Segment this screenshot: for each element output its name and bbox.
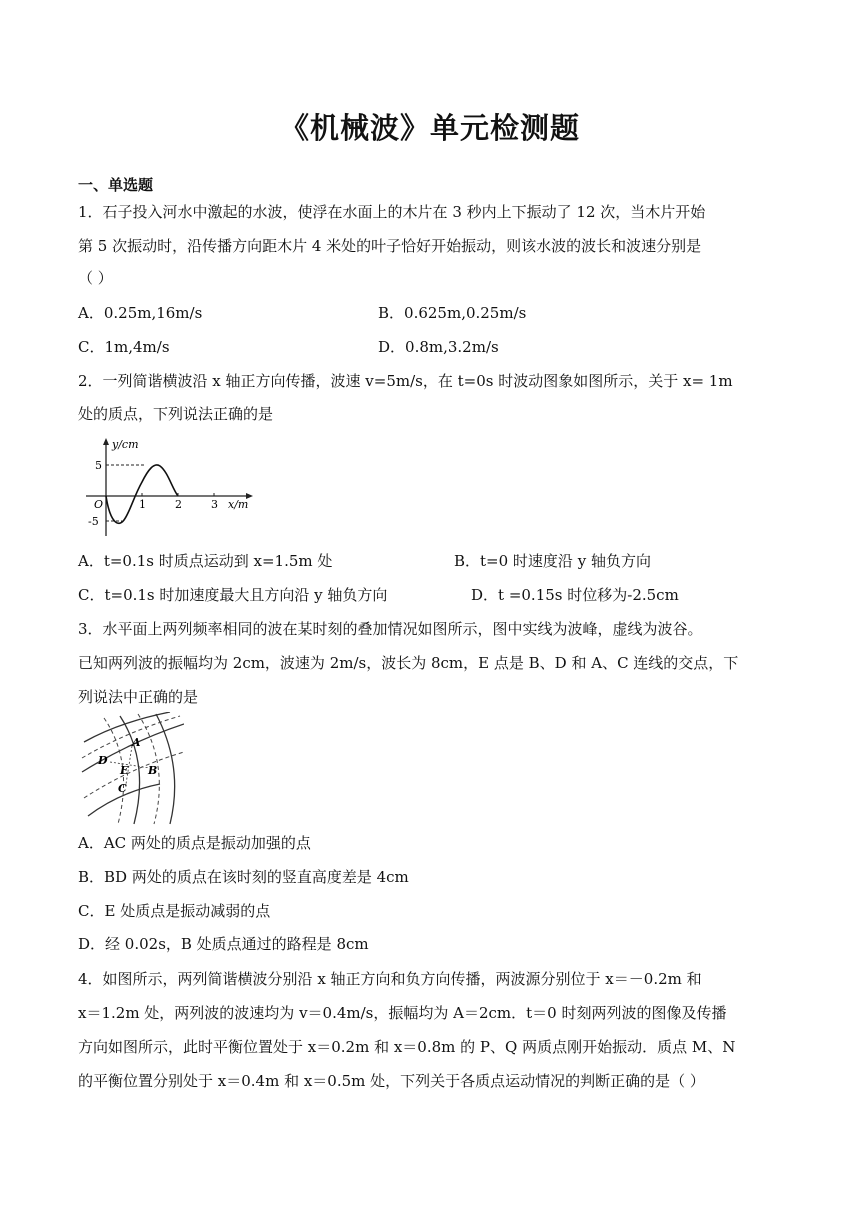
q1-option-b: B．0.625m,0.25m/s (378, 304, 527, 322)
q2-line-2: 处的质点，下列说法正确的是 (78, 405, 274, 423)
q2-wave-graph (82, 436, 257, 538)
q3-label-c: C (118, 782, 127, 795)
q1-option-d: D．0.8m,3.2m/s (378, 338, 499, 356)
q4-line-1: 4．如图所示，两列简谐横波分别沿 x 轴正方向和负方向传播，两波源分别位于 x＝－0.2m 和 (78, 970, 702, 988)
q3-label-d: D (98, 754, 108, 767)
q2-ytick-neg5: -5 (88, 515, 99, 528)
q2-origin: O (94, 498, 104, 511)
q3-option-b: B．BD 两处的质点在该时刻的竖直高度差是 4cm (78, 868, 409, 886)
q1-line-3: （ ） (78, 269, 113, 287)
q2-option-d: D．t =0.15s 时位移为-2.5cm (471, 586, 679, 604)
q2-option-a: A．t=0.1s 时质点运动到 x=1.5m 处 (78, 552, 333, 570)
q2-xtick-3: 3 (211, 498, 218, 511)
q3-line-1: 3．水平面上两列频率相同的波在某时刻的叠加情况如图所示，图中实线为波峰，虚线为波谷。 (78, 620, 703, 638)
q4-line-3: 方向如图所示，此时平衡位置处于 x＝0.2m 和 x＝0.8m 的 P、Q 两质点刚开始振动．质点 M、N (78, 1038, 736, 1056)
q2-xlabel: x/m (228, 498, 249, 511)
q1-line-2: 第 5 次振动时，沿传播方向距木片 4 米处的叶子恰好开始振动，则该水波的波长和波速分别是 (78, 237, 702, 255)
q1-option-a: A．0.25m,16m/s (78, 304, 203, 322)
q3-option-a: A．AC 两处的质点是振动加强的点 (78, 834, 311, 852)
q3-label-e: E (120, 764, 129, 777)
q3-label-a: A (132, 736, 141, 749)
q2-ylabel: y/cm (112, 438, 139, 451)
q2-xtick-1: 1 (139, 498, 146, 511)
section-heading: 一、单选题 (78, 176, 154, 194)
q3-interference-figure (80, 712, 184, 826)
q3-option-c: C．E 处质点是振动减弱的点 (78, 902, 271, 920)
q3-line-2: 已知两列波的振幅均为 2cm，波速为 2m/s，波长为 8cm，E 点是 B、D 和 A、C 连线的交点，下 (78, 654, 739, 672)
q4-line-4: 的平衡位置分别处于 x＝0.4m 和 x＝0.5m 处，下列关于各质点运动情况的判断正确的是（ ） (78, 1072, 705, 1090)
q2-option-c: C．t=0.1s 时加速度最大且方向沿 y 轴负方向 (78, 586, 388, 604)
q2-option-b: B．t=0 时速度沿 y 轴负方向 (454, 552, 651, 570)
q1-line-1: 1．石子投入河水中激起的水波，使浮在水面上的木片在 3 秒内上下振动了 12 次，当木片开始 (78, 203, 706, 221)
q2-line-1: 2．一列简谐横波沿 x 轴正方向传播，波速 v=5m/s，在 t=0s 时波动图象如图所示，关于 x= 1m (78, 372, 733, 390)
q3-line-3: 列说法中正确的是 (78, 688, 199, 706)
q4-line-2: x＝1.2m 处，两列波的波速均为 v＝0.4m/s，振幅均为 A＝2cm．t＝0 时刻两列波的图像及传播 (78, 1004, 727, 1022)
q3-option-d: D．经 0.02s，B 处质点通过的路程是 8cm (78, 935, 369, 953)
page-title: 《机械波》单元检测题 (279, 111, 580, 145)
q1-option-c: C．1m,4m/s (78, 338, 170, 356)
q3-label-b: B (148, 764, 158, 777)
q2-ytick-5: 5 (95, 459, 102, 472)
q2-xtick-2: 2 (175, 498, 182, 511)
